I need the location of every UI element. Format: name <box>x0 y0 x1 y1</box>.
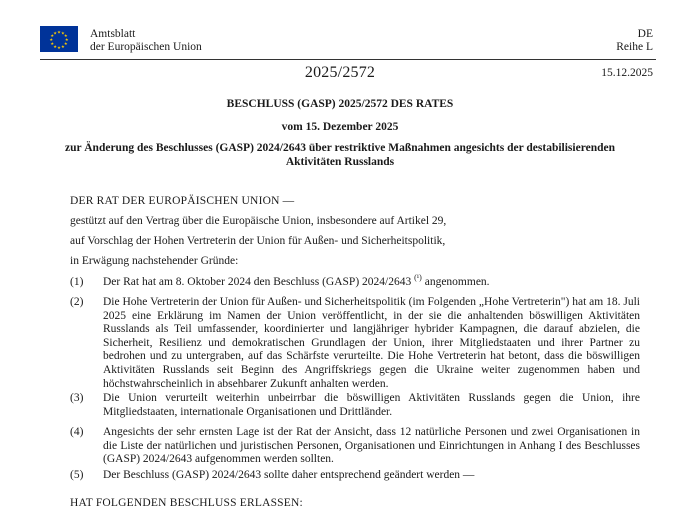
document-number: 2025/2572 <box>304 64 376 81</box>
series-label: Reihe L <box>616 41 653 53</box>
svg-text:★: ★ <box>50 41 55 46</box>
recital-text: Die Hohe Vertreterin der Union für Außen- und Sicherheitspolitik (im Folgenden „Hohe Vertreterin") hat am 18. Juli 2025 eine Erklärung im Namen der Union veröffentlicht, in der sie die anhaltenden böswilligen Aktivitäten Russlands als Teil umfassender, koordinierter und langjähriger hybrider Kampagnen, die darauf abzielen, die Sicherheit, Resilienz und demokratischen Grundlagen der Union, ihrer Mitgliedstaaten und ihrer Partner zu bedrohen und zu untergraben, auf das Schärfste verurteilte. Die Hohe Vertreterin hat betont, dass die böswilligen Aktivitäten Russlands seit Beginn des Angriffskriegs gegen die Ukraine weiter zugenommen haben und höchstwahrscheinlich in absehbarer Zukunft anhalten werden. <box>103 296 640 390</box>
publisher-line-2: der Europäischen Union <box>90 41 202 53</box>
publication-date: 15.12.2025 <box>601 67 653 79</box>
recital-text: Der Rat hat am 8. Oktober 2024 den Beschluss (GASP) 2024/2643 $^{(^1)}$ angenommen. <box>103 273 490 288</box>
citation-treaty: gestützt auf den Vertrag über die Europäische Union, insbesondere auf Artikel 29, <box>70 215 447 227</box>
eu-flag-icon <box>40 26 78 52</box>
header-divider <box>40 59 656 60</box>
series-info <box>616 28 653 54</box>
decision-title: BESCHLUSS (GASP) 2025/2572 DES RATES <box>226 98 454 110</box>
recital-2 <box>70 296 640 391</box>
recital-text: Die Union verurteilt weiterhin unbeirrbar die böswilligen Aktivitäten Russlands gegen die Union, ihre Mitgliedstaaten, internationale Organisationen und Drittländer. <box>103 392 640 418</box>
recital-4 <box>70 426 640 467</box>
recital-5 <box>70 469 640 483</box>
decision-subject: zur Änderung des Beschlusses (GASP) 2024/2643 über restriktive Maßnahmen angesichts der destabilisierenden Aktivitäten Russlands <box>64 142 615 168</box>
preamble-author: DER RAT DER EUROPÄISCHEN UNION — <box>70 195 295 207</box>
svg-text:★: ★ <box>64 37 69 43</box>
svg-text:★: ★ <box>63 41 68 46</box>
citation-proposal: auf Vorschlag der Hohen Vertreterin der Union für Außen- und Sicherheitspolitik, <box>70 235 446 247</box>
recital-1 <box>70 273 640 290</box>
svg-text:★: ★ <box>50 33 55 39</box>
language-code: DE <box>637 28 653 40</box>
publisher-line-1: Amtsblatt <box>90 28 136 40</box>
recital-number: (1) <box>70 276 84 288</box>
svg-text:★: ★ <box>61 30 65 36</box>
publisher-name <box>90 28 202 54</box>
recital-text: Angesichts der sehr ernsten Lage ist der Rat der Ansicht, dass 12 natürliche Personen und zwei Organisationen in die Liste der natürlichen und juristischen Personen, Organisationen und Einrichtungen in Anhang I des Beschlusses (GASP) 2024/2643 aufgenommen werden sollten. <box>103 426 640 466</box>
svg-text:★: ★ <box>49 37 54 43</box>
svg-text:★: ★ <box>63 33 68 39</box>
svg-text:★: ★ <box>57 44 61 50</box>
footnote-ref[interactable]: (¹) <box>414 273 422 283</box>
svg-text:★: ★ <box>57 29 61 35</box>
recital-text: Der Beschluss (GASP) 2024/2643 sollte daher entsprechend geändert werden — <box>103 469 475 481</box>
recital-3 <box>70 392 640 419</box>
svg-text:★: ★ <box>53 30 57 36</box>
decision-date: vom 15. Dezember 2025 <box>281 121 399 133</box>
enacting-formula: HAT FOLGENDEN BESCHLUSS ERLASSEN: <box>70 497 303 509</box>
svg-text:★: ★ <box>53 43 57 49</box>
svg-text:★: ★ <box>61 43 65 49</box>
recital-number: (4) <box>70 426 84 438</box>
recital-number: (3) <box>70 392 84 404</box>
recital-number: (5) <box>70 469 84 481</box>
recital-number: (2) <box>70 296 84 308</box>
considering-intro: in Erwägung nachstehender Gründe: <box>70 255 239 267</box>
